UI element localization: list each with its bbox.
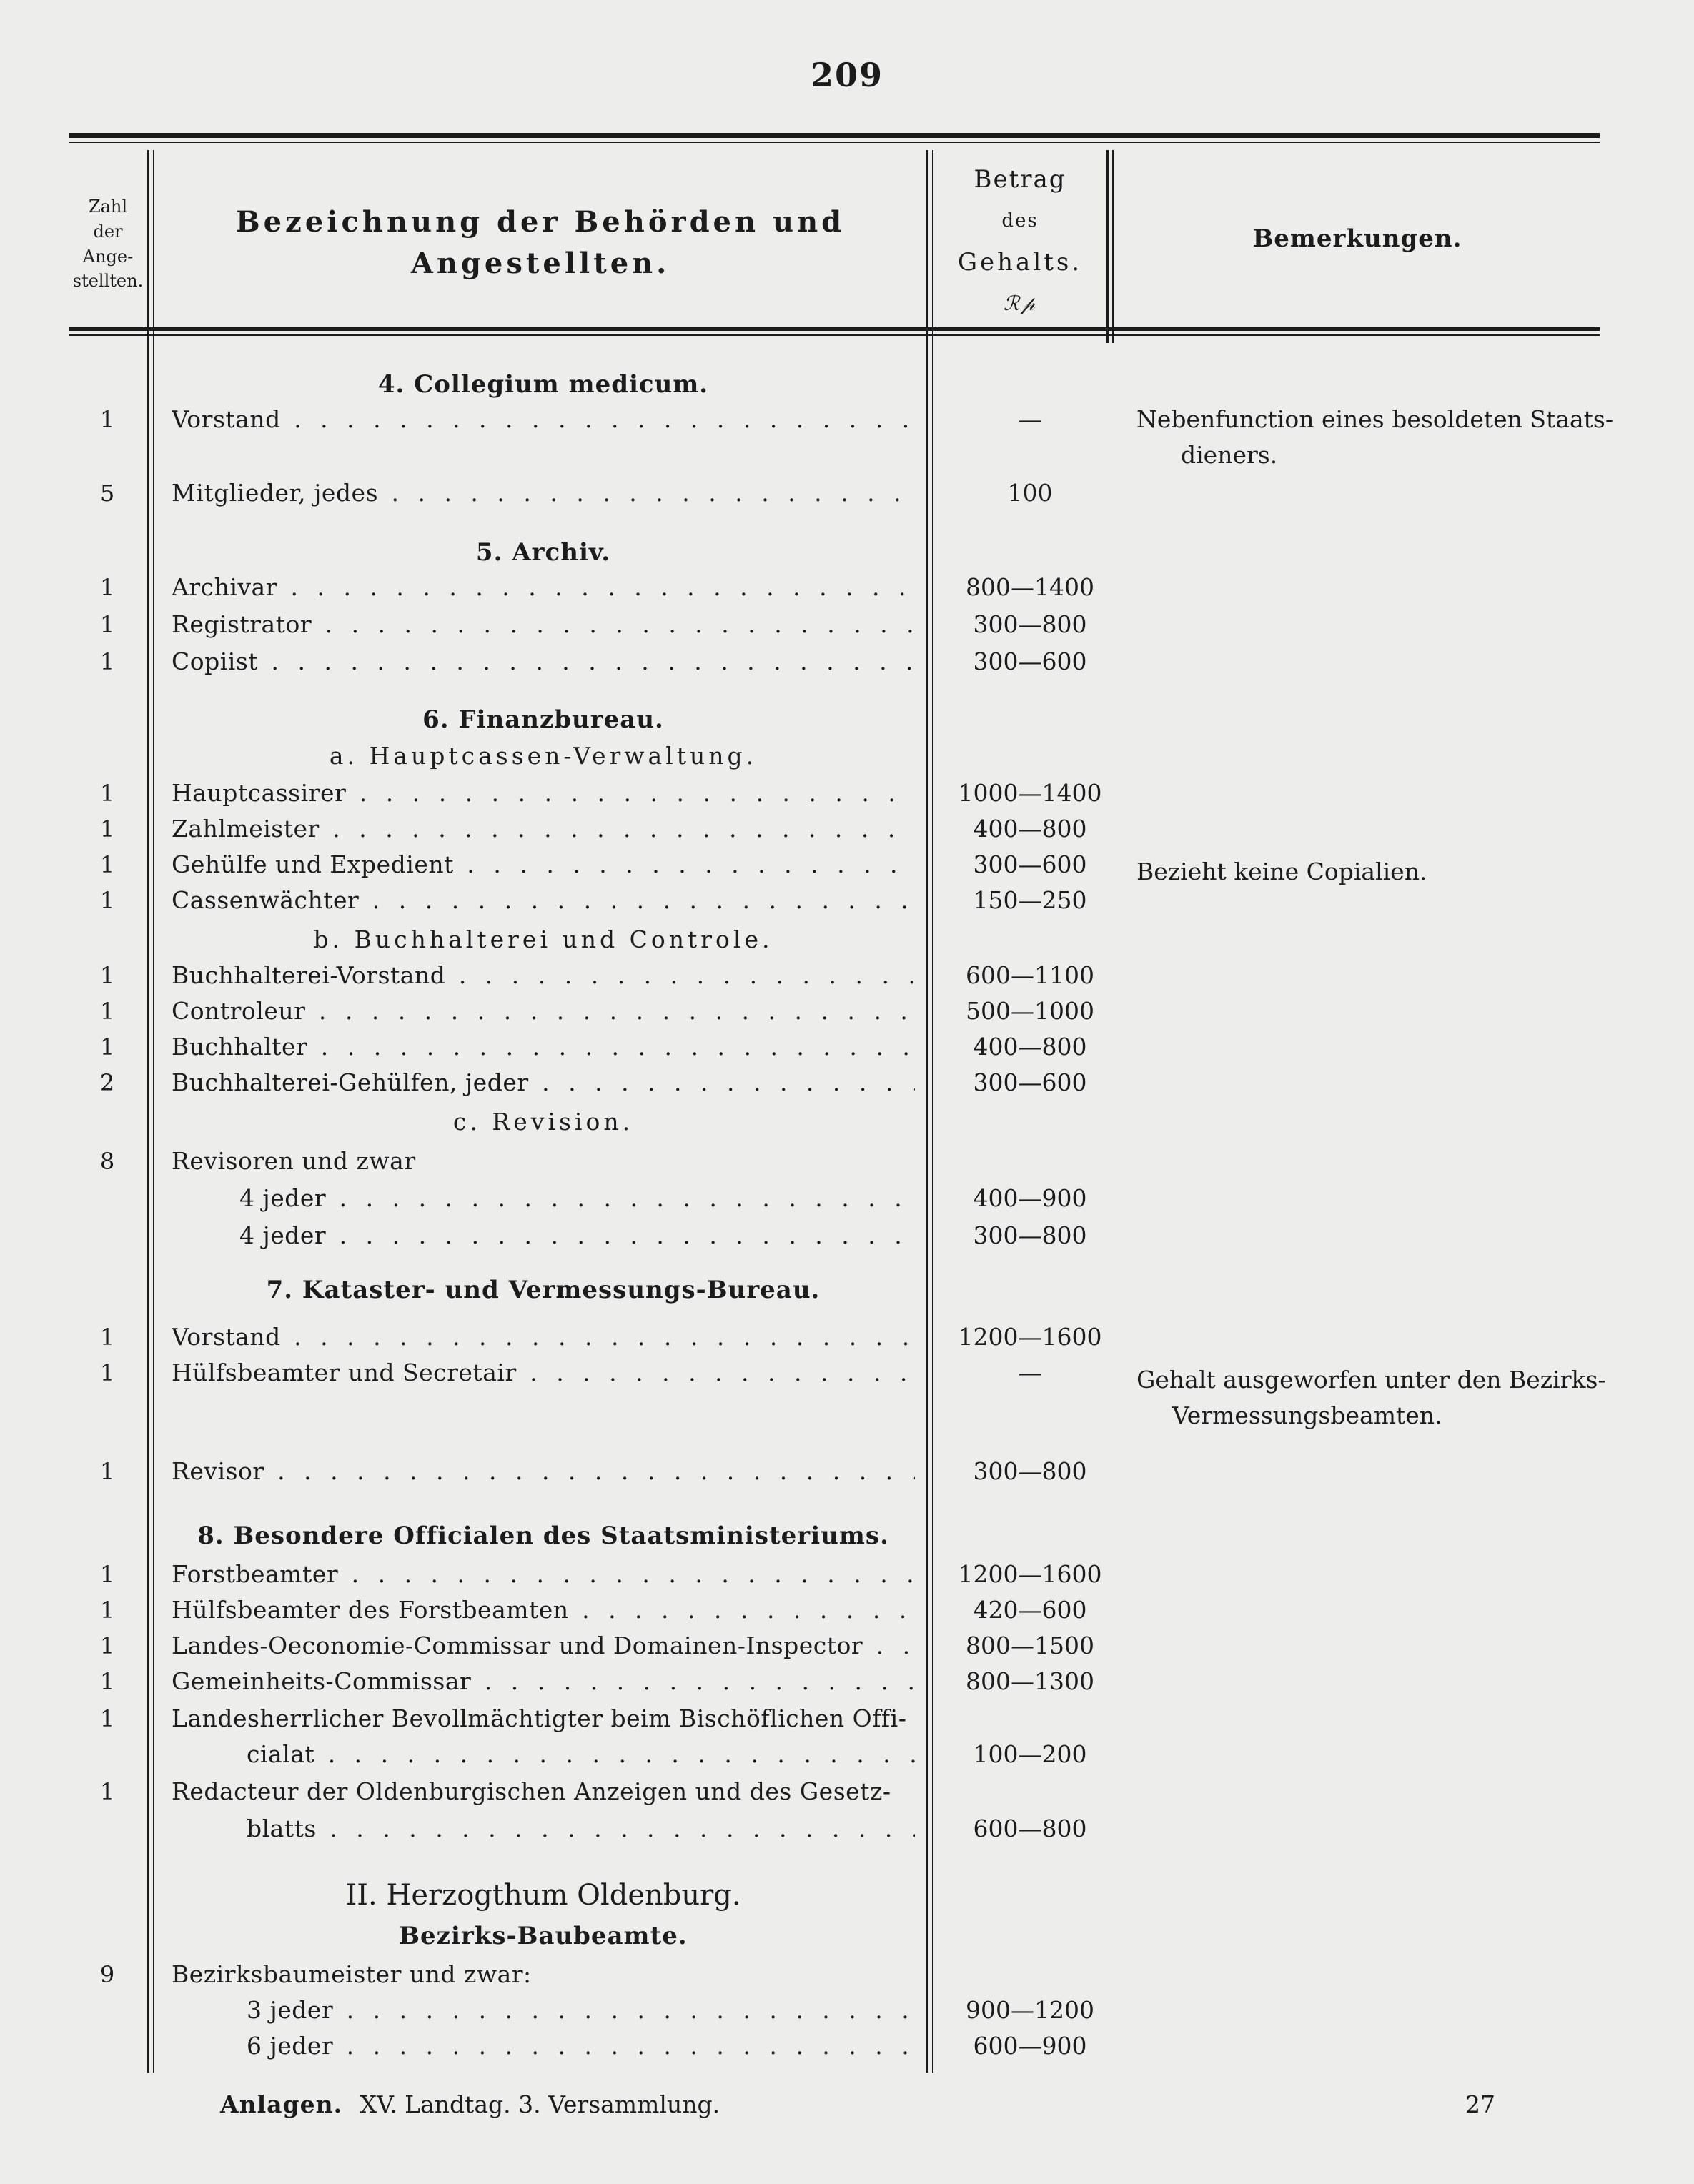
row-amount: —	[1018, 1359, 1042, 1386]
top-rule-thin	[69, 142, 1600, 143]
row-desc: Archivar . . .	[172, 570, 915, 605]
row-count: 1	[99, 851, 115, 878]
header-desc-subtitle: Angestellten.	[410, 247, 670, 280]
column-divider-3	[1106, 150, 1109, 343]
column-divider-1	[147, 150, 149, 2073]
section-heading: 7. Kataster- und Vermessungs-Bureau.	[266, 1276, 821, 1304]
column-divider-2b	[932, 150, 933, 2073]
section-heading: 6. Finanzbureau.	[422, 705, 664, 734]
row-count: 1	[99, 1668, 115, 1695]
row-amount: 400—800	[973, 1033, 1087, 1061]
row-count: 2	[99, 1069, 115, 1096]
row-count: 1	[99, 1705, 115, 1732]
row-amount: 600—900	[973, 2032, 1087, 2060]
row-count: 1	[99, 1458, 115, 1485]
row-desc: Revisoren und zwar	[172, 1147, 416, 1175]
row-desc: cialat . . .	[247, 1737, 915, 1772]
row-desc: Registrator . . .	[172, 607, 915, 642]
header-amount-line: Gehalts.	[957, 248, 1083, 277]
row-desc: Hülfsbeamter und Secretair . . .	[172, 1355, 915, 1391]
row-count: 1	[99, 574, 115, 601]
row-count: 1	[99, 611, 115, 638]
row-count: 1	[99, 887, 115, 914]
row-remark: Bezieht keine Copialien.	[1136, 858, 1427, 885]
footer-source	[220, 2087, 720, 2123]
row-amount: 600—800	[973, 1815, 1087, 1842]
row-count: 1	[99, 1597, 115, 1624]
row-desc: Buchhalter . . .	[172, 1029, 915, 1065]
row-desc: Gemeinheits-Commissar . . .	[172, 1664, 915, 1699]
section-heading: 5. Archiv.	[475, 538, 611, 567]
row-desc: Zahlmeister . . .	[172, 811, 915, 847]
row-remark: dieners.	[1181, 441, 1278, 469]
footer-text: XV. Landtag. 3. Versammlung.	[360, 2090, 720, 2118]
subsection-heading: a. Hauptcassen-Verwaltung.	[329, 742, 758, 770]
row-amount: 100	[1007, 479, 1053, 507]
footer-page-number: 27	[1465, 2090, 1495, 2118]
row-remark: Gehalt ausgeworfen unter den Bezirks-	[1136, 1366, 1606, 1394]
part-heading: II. Herzogthum Oldenburg.	[345, 1879, 741, 1912]
header-count-line: der	[93, 221, 123, 242]
row-amount: 800—1400	[966, 573, 1094, 601]
row-remark: Nebenfunction eines besoldeten Staats-	[1136, 405, 1613, 433]
top-rule-thick	[69, 133, 1600, 138]
row-amount: —	[1018, 405, 1042, 433]
row-desc: Mitglieder, jedes . . .	[172, 475, 915, 511]
footer-bold: Anlagen.	[220, 2090, 343, 2118]
row-amount: 1200—1600	[958, 1560, 1102, 1588]
header-count-line: Ange-	[82, 246, 134, 267]
column-divider-3b	[1112, 150, 1114, 343]
header-count-col	[69, 194, 147, 294]
row-count: 1	[99, 962, 115, 989]
row-desc: Hauptcassirer . . .	[172, 775, 915, 811]
row-desc: Hülfsbeamter des Forstbeamten . . .	[172, 1592, 915, 1628]
row-desc: Vorstand . . .	[172, 402, 915, 437]
row-amount: 300—800	[973, 610, 1087, 638]
row-count: 1	[99, 1324, 115, 1351]
header-rule-thin	[69, 334, 1600, 336]
row-amount: 420—600	[973, 1596, 1087, 1624]
row-amount: 150—250	[973, 886, 1087, 914]
header-desc-col	[154, 202, 926, 284]
header-rule-thick	[69, 327, 1600, 331]
row-desc: Gehülfe und Expedient . . .	[172, 847, 915, 883]
row-count: 9	[99, 1961, 115, 1988]
row-amount: 400—800	[973, 815, 1087, 843]
header-count-line: stellten.	[72, 271, 144, 292]
column-divider-1b	[153, 150, 154, 2073]
row-desc: 3 jeder . . .	[247, 1992, 915, 2028]
header-desc-title: Bezeichnung der Behörden und	[235, 205, 846, 239]
row-desc: Copiist . . .	[172, 644, 915, 680]
row-count: 1	[99, 1778, 115, 1805]
row-desc: 6 jeder . . .	[247, 2028, 915, 2064]
row-desc: Buchhalterei-Vorstand . . .	[172, 958, 915, 993]
row-desc: Buchhalterei-Gehülfen, jeder . . .	[172, 1065, 915, 1101]
page-number: 209	[810, 56, 884, 94]
row-desc: Revisor . . .	[172, 1454, 915, 1489]
header-remarks-col: Bemerkungen.	[1252, 224, 1462, 253]
row-desc: Landesherrlicher Bevollmächtigter beim Bischöflichen Offi-	[172, 1704, 907, 1732]
column-divider-2	[926, 150, 928, 2073]
row-desc: Bezirksbaumeister und zwar:	[172, 1960, 532, 1988]
subsection-heading: c. Revision.	[452, 1108, 634, 1136]
row-count: 8	[99, 1148, 115, 1175]
row-desc: Forstbeamter . . .	[172, 1557, 915, 1592]
row-count: 1	[99, 1033, 115, 1061]
row-desc: Controleur . . .	[172, 993, 915, 1029]
row-desc: Redacteur der Oldenburgischen Anzeigen und des Gesetz-	[172, 1777, 891, 1805]
row-count: 1	[99, 780, 115, 807]
row-count: 1	[99, 406, 115, 433]
row-count: 1	[99, 815, 115, 843]
row-amount: 900—1200	[966, 1996, 1094, 2024]
row-desc: Vorstand . . .	[172, 1319, 915, 1355]
row-count: 1	[99, 1359, 115, 1386]
row-amount: 1000—1400	[958, 779, 1102, 807]
row-desc: 4 jeder . . .	[239, 1181, 915, 1216]
row-amount: 300—800	[973, 1221, 1087, 1249]
section-heading: 4. Collegium medicum.	[377, 370, 709, 399]
section-heading: 8. Besondere Officialen des Staatsministeriums.	[197, 1522, 889, 1550]
row-remark: Vermessungsbeamten.	[1172, 1401, 1442, 1429]
header-amount-line: des	[1001, 210, 1039, 232]
row-count: 1	[99, 648, 115, 675]
row-count: 1	[99, 1561, 115, 1588]
row-count: 1	[99, 1632, 115, 1659]
row-desc: Cassenwächter . . .	[172, 883, 915, 918]
row-amount: 300—600	[973, 647, 1087, 675]
header-count-line: Zahl	[88, 197, 128, 217]
row-amount: 400—900	[973, 1184, 1087, 1212]
row-desc: 4 jeder . . .	[239, 1218, 915, 1254]
row-amount: 100—200	[973, 1740, 1087, 1768]
header-amount-line: Betrag	[974, 165, 1066, 194]
row-amount: 500—1000	[966, 997, 1094, 1025]
section-heading: Bezirks-Baubeamte.	[399, 1922, 688, 1950]
row-amount: 800—1300	[966, 1667, 1094, 1695]
row-amount: 300—600	[973, 1068, 1087, 1096]
row-count: 5	[99, 480, 115, 507]
row-count: 1	[99, 998, 115, 1025]
row-desc: Landes-Oeconomie-Commissar und Domainen-Inspector . . .	[172, 1628, 915, 1664]
row-amount: 800—1500	[966, 1632, 1094, 1659]
header-amount-col	[933, 159, 1106, 324]
row-amount: 600—1100	[966, 961, 1094, 989]
subsection-heading: b. Buchhalterei und Controle.	[313, 925, 773, 953]
row-desc: blatts . . .	[247, 1811, 915, 1847]
row-amount: 300—600	[973, 850, 1087, 878]
currency-unit: ℛ𝓅	[1003, 292, 1037, 315]
row-amount: 300—800	[973, 1457, 1087, 1485]
row-amount: 1200—1600	[958, 1323, 1102, 1351]
